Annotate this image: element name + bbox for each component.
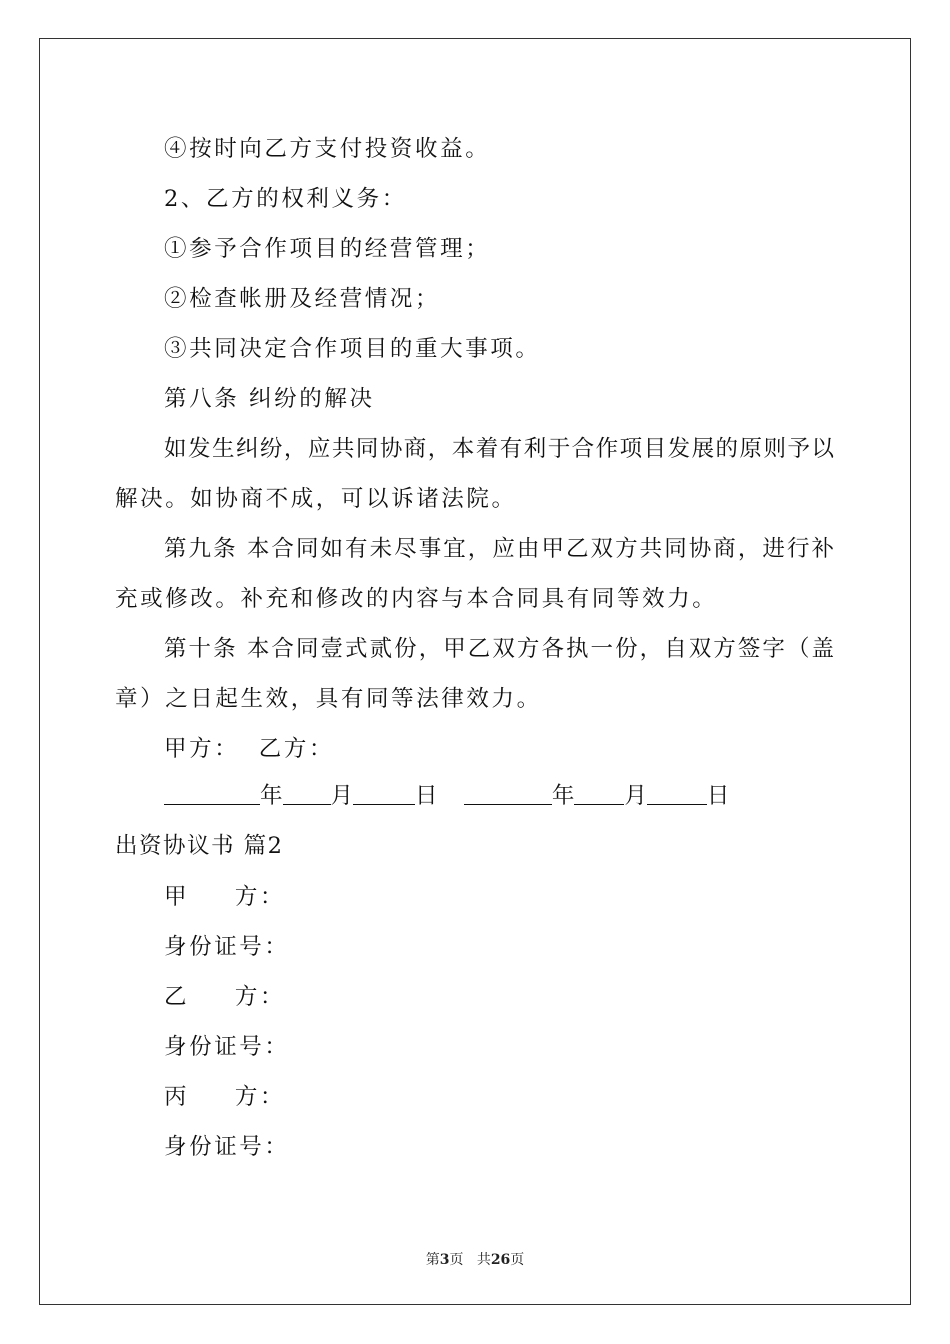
- party-colon: ：: [264, 1034, 290, 1060]
- footer-prefix: 第: [425, 1252, 440, 1268]
- party-label: 身份证号: [164, 1034, 265, 1060]
- party-colon: ：: [260, 1084, 286, 1110]
- day-label: 日: [415, 783, 438, 809]
- year-blank[interactable]: [164, 786, 260, 805]
- party-label: 丙 方: [164, 1084, 260, 1110]
- body-line: ①参予合作项目的经营管理；: [164, 236, 491, 262]
- party-label: 身份证号: [164, 1134, 265, 1160]
- year-label: 年: [260, 783, 283, 809]
- party-label: 身份证号: [164, 934, 265, 960]
- body-line: ②检查帐册及经营情况；: [164, 286, 441, 312]
- party-colon: ：: [264, 934, 290, 960]
- current-page-number: 3: [439, 1252, 450, 1268]
- day-blank[interactable]: [353, 786, 415, 805]
- month-blank[interactable]: [283, 786, 331, 805]
- party-field: [164, 1036, 290, 1059]
- month-label: 月: [624, 783, 647, 809]
- day-blank[interactable]: [647, 786, 707, 805]
- body-line: ③共同决定合作项目的重大事项。: [164, 336, 541, 362]
- signature-parties: 甲方： 乙方：: [164, 736, 335, 762]
- page-footer: [0, 1249, 950, 1269]
- body-line: 章）之日起生效，具有同等法律效力。: [115, 686, 542, 712]
- page-frame: [39, 38, 911, 1305]
- body-line: 如发生纠纷，应共同协商，本着有利于合作项目发展的原则予以: [164, 436, 834, 462]
- party-field: [164, 936, 290, 959]
- year-label: 年: [551, 783, 575, 809]
- party-colon: ：: [260, 984, 286, 1010]
- footer-total-suffix: 页: [510, 1252, 525, 1268]
- section-heading: 第八条 纠纷的解决: [164, 386, 375, 412]
- party-label: 甲 方: [164, 884, 260, 910]
- body-line: 解决。如协商不成，可以诉诸法院。: [115, 486, 517, 512]
- party-colon: ：: [260, 884, 286, 910]
- body-line: 第十条 本合同壹式贰份，甲乙双方各执一份，自双方签字（盖: [164, 636, 834, 662]
- day-label: 日: [706, 783, 730, 809]
- footer-total-prefix: 共: [476, 1252, 491, 1268]
- body-line: ④按时向乙方支付投资收益。: [164, 136, 491, 162]
- signature-date-row: [164, 785, 729, 808]
- document-heading: 出资协议书 篇2: [115, 833, 284, 859]
- total-pages-number: 26: [490, 1252, 511, 1268]
- party-field: [164, 886, 285, 909]
- party-field: [164, 986, 285, 1009]
- party-colon: ：: [264, 1134, 290, 1160]
- footer-page-word: 页: [449, 1252, 464, 1268]
- party-field: [164, 1136, 290, 1159]
- party-field: [164, 1086, 285, 1109]
- body-line: 第九条 本合同如有未尽事宜，应由甲乙双方共同协商，进行补: [164, 536, 834, 562]
- month-label: 月: [330, 783, 354, 809]
- month-blank[interactable]: [574, 786, 624, 805]
- body-line: 2、乙方的权利义务：: [164, 186, 407, 212]
- party-label: 乙 方: [164, 984, 260, 1010]
- year-blank[interactable]: [464, 786, 552, 805]
- body-line: 充或修改。补充和修改的内容与本合同具有同等效力。: [115, 586, 718, 612]
